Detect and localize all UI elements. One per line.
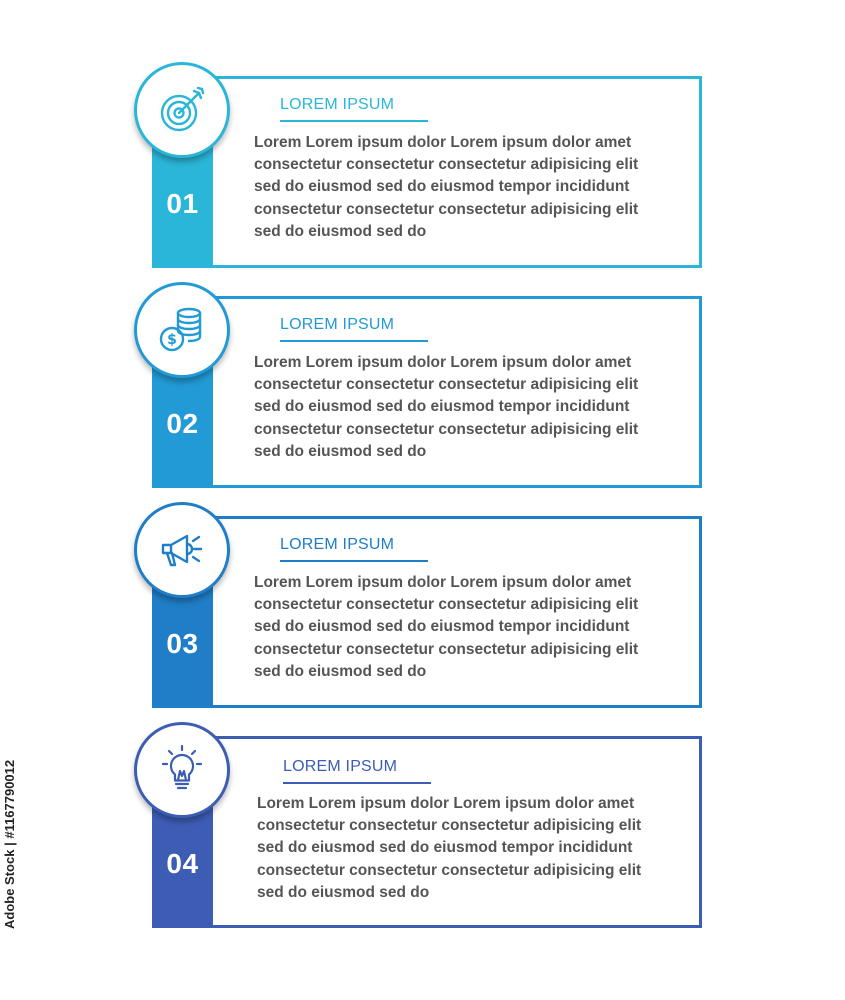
svg-text:$: $ bbox=[167, 332, 177, 348]
icon-circle bbox=[134, 722, 230, 818]
step-title: LOREM IPSUM bbox=[280, 316, 428, 342]
target-icon bbox=[155, 83, 209, 137]
description-line: consectetur consectetur consectetur adipisicing elit bbox=[254, 376, 639, 394]
step-card-4 bbox=[152, 736, 702, 928]
step-description bbox=[254, 572, 674, 683]
description-line: sed do eiusmod sed do eiusmod tempor incididunt bbox=[254, 618, 630, 636]
description-line: sed do eiusmod sed do eiusmod tempor incididunt bbox=[254, 398, 630, 416]
stock-credit: Adobe Stock | #1167790012 bbox=[2, 760, 17, 930]
description-line: Lorem Lorem ipsum dolor Lorem ipsum dolor amet bbox=[254, 354, 632, 371]
description-line: sed do eiusmod sed do bbox=[257, 883, 430, 901]
description-line: consectetur consectetur consectetur adipisicing elit bbox=[254, 640, 639, 658]
description-line: consectetur consectetur consectetur adipisicing elit bbox=[257, 817, 642, 835]
description-line: Lorem Lorem ipsum dolor Lorem ipsum dolor amet bbox=[254, 134, 632, 151]
coins-icon bbox=[155, 303, 209, 357]
icon-circle bbox=[134, 282, 230, 378]
description-line: sed do eiusmod sed do bbox=[254, 442, 427, 460]
description-line: Lorem Lorem ipsum dolor Lorem ipsum dolor amet bbox=[257, 795, 635, 812]
description-line: consectetur consectetur consectetur adipisicing elit bbox=[254, 200, 639, 218]
step-number: 01 bbox=[166, 188, 199, 219]
description-line: Lorem Lorem ipsum dolor Lorem ipsum dolor amet bbox=[254, 574, 632, 591]
icon-circle bbox=[134, 502, 230, 598]
description-line: sed do eiusmod sed do eiusmod tempor incididunt bbox=[254, 178, 630, 196]
description-line: consectetur consectetur consectetur adipisicing elit bbox=[254, 596, 639, 614]
step-title: LOREM IPSUM bbox=[280, 96, 428, 122]
step-card-1 bbox=[152, 76, 702, 268]
icon-circle bbox=[134, 62, 230, 158]
step-title: LOREM IPSUM bbox=[280, 536, 428, 562]
megaphone-icon bbox=[155, 523, 209, 577]
step-description bbox=[254, 352, 674, 463]
description-line: consectetur consectetur consectetur adipisicing elit bbox=[257, 861, 642, 879]
description-line: consectetur consectetur consectetur adipisicing elit bbox=[254, 156, 639, 174]
step-card-3 bbox=[152, 516, 702, 708]
description-line: sed do eiusmod sed do bbox=[254, 222, 427, 240]
lightbulb-icon bbox=[155, 743, 209, 797]
step-title: LOREM IPSUM bbox=[283, 758, 431, 784]
description-line: sed do eiusmod sed do eiusmod tempor incididunt bbox=[257, 839, 633, 857]
step-description bbox=[254, 132, 674, 243]
step-number: 04 bbox=[166, 848, 199, 879]
description-line: consectetur consectetur consectetur adipisicing elit bbox=[254, 420, 639, 438]
step-description bbox=[257, 793, 677, 904]
step-number: 02 bbox=[166, 408, 199, 439]
description-line: sed do eiusmod sed do bbox=[254, 662, 427, 680]
step-number: 03 bbox=[166, 628, 199, 659]
step-card-2 bbox=[152, 296, 702, 488]
